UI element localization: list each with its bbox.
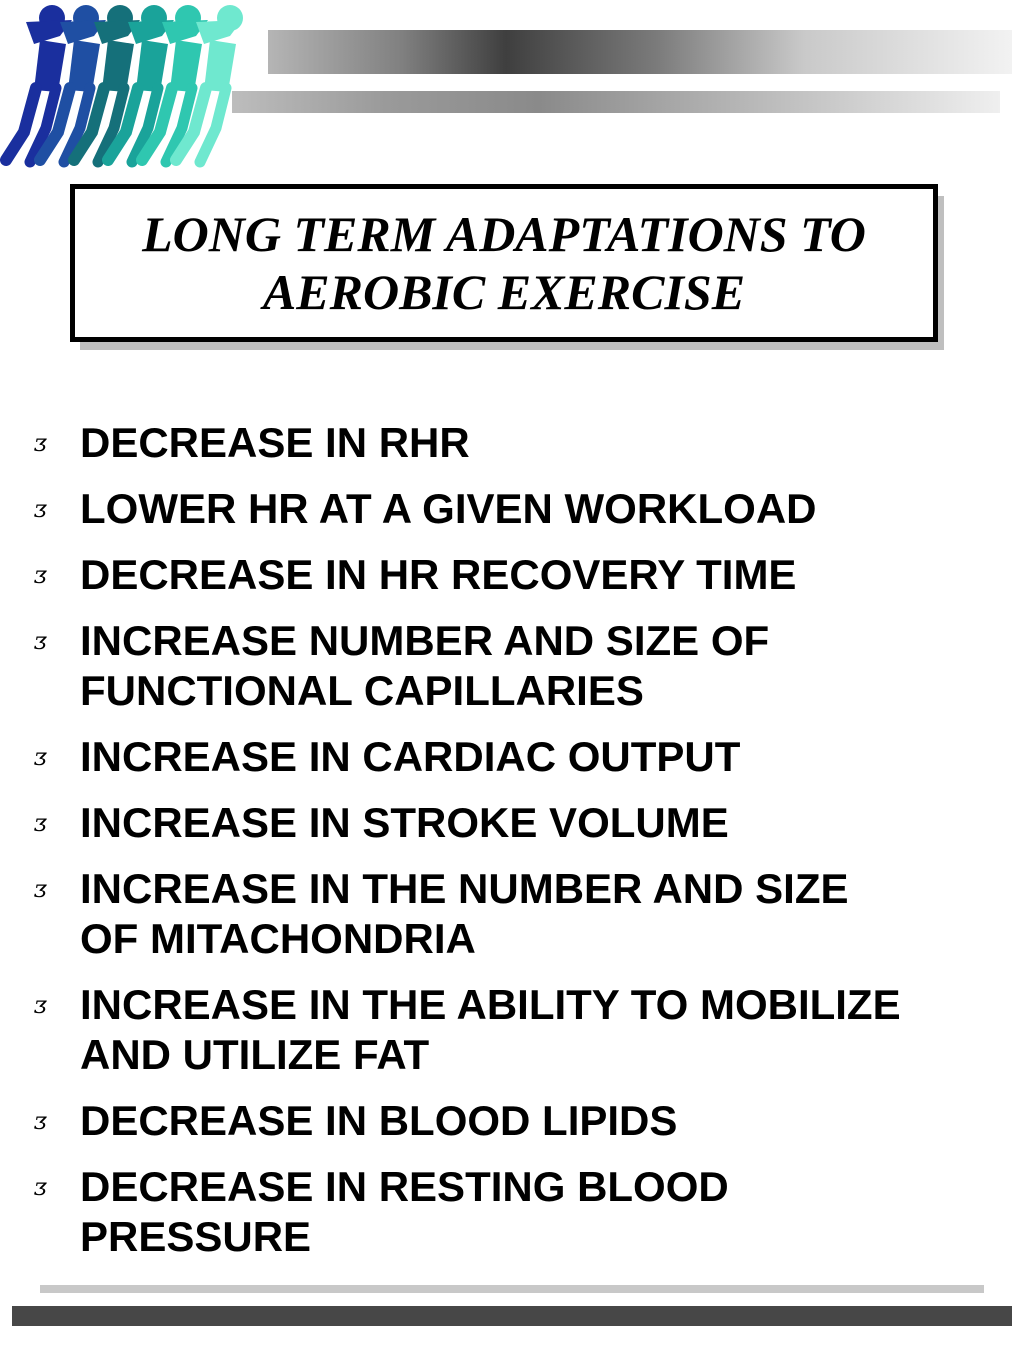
footer-rule-light xyxy=(40,1285,984,1293)
list-item-text: LOWER HR AT A GIVEN WORKLOAD xyxy=(80,485,817,532)
list-item xyxy=(34,1096,994,1146)
bullet-icon: ᴣ xyxy=(34,495,47,523)
list-item-text: INCREASE IN CARDIAC OUTPUT xyxy=(80,733,741,780)
list-item xyxy=(34,798,994,848)
bullet-icon: ᴣ xyxy=(34,875,47,903)
slide-title-line-2: AEROBIC EXERCISE xyxy=(262,264,746,320)
list-item xyxy=(34,616,994,716)
list-item-text: DECREASE IN RESTING BLOOD PRESSURE xyxy=(80,1163,729,1260)
bullet-icon: ᴣ xyxy=(34,561,47,589)
list-item-text: DECREASE IN BLOOD LIPIDS xyxy=(80,1097,678,1144)
bullet-icon: ᴣ xyxy=(34,429,47,457)
list-item-text: INCREASE IN STROKE VOLUME xyxy=(80,799,729,846)
adaptations-list xyxy=(34,418,994,1278)
list-item-text: DECREASE IN RHR xyxy=(80,419,470,466)
list-item-text: INCREASE IN THE ABILITY TO MOBILIZE AND UTILIZE FAT xyxy=(80,981,901,1078)
slide-title-line-1: LONG TERM ADAPTATIONS TO xyxy=(142,206,866,262)
list-item xyxy=(34,550,994,600)
slide-title xyxy=(142,205,866,321)
middle-gradient-bar xyxy=(232,91,1000,113)
bullet-icon: ᴣ xyxy=(34,991,47,1019)
list-item-text: INCREASE IN THE NUMBER AND SIZE OF MITACHONDRIA xyxy=(80,865,849,962)
running-figures-icon xyxy=(0,0,300,175)
bullet-icon: ᴣ xyxy=(34,1107,47,1135)
footer-rule-dark xyxy=(12,1306,1012,1326)
bullet-icon: ᴣ xyxy=(34,627,47,655)
list-item xyxy=(34,418,994,468)
list-item xyxy=(34,864,994,964)
top-gradient-bar xyxy=(268,30,1012,74)
bullet-icon: ᴣ xyxy=(34,1173,47,1201)
title-box xyxy=(70,184,938,342)
list-item-text: INCREASE NUMBER AND SIZE OF FUNCTIONAL CAPILLARIES xyxy=(80,617,770,714)
list-item xyxy=(34,732,994,782)
list-item xyxy=(34,1162,994,1262)
runner-figure xyxy=(6,5,72,162)
list-item-text: DECREASE IN HR RECOVERY TIME xyxy=(80,551,797,598)
list-item xyxy=(34,484,994,534)
list-item xyxy=(34,980,994,1080)
bullet-icon: ᴣ xyxy=(34,809,47,837)
bullet-icon: ᴣ xyxy=(34,743,47,771)
